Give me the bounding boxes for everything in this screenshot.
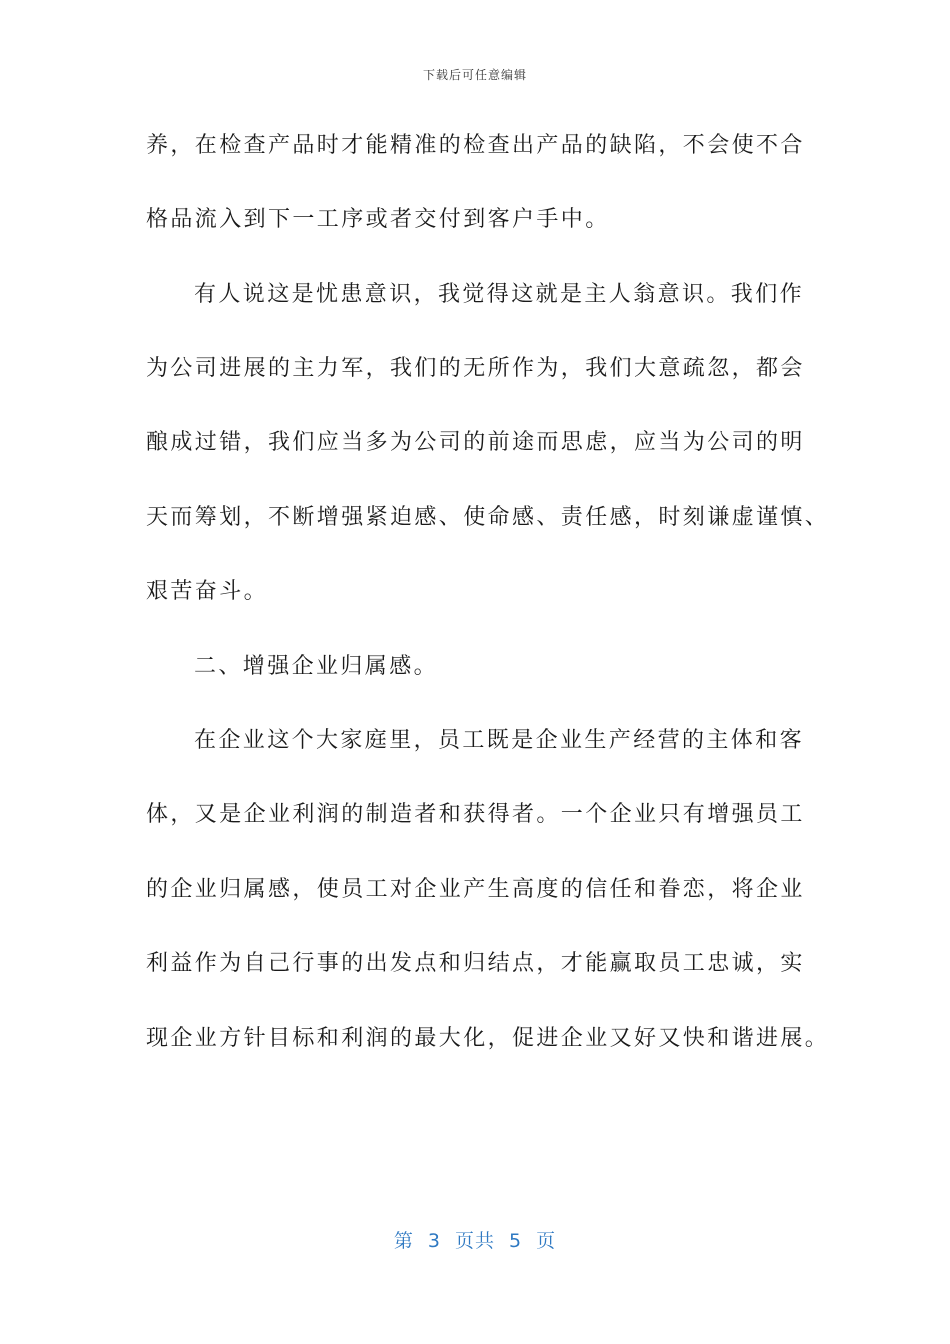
text-line: 天而筹划，不断增强紧迫感、使命感、责任感，时刻谦虚谨慎、 [146,505,830,530]
footer-middle: 页共 [454,1230,495,1252]
footer-suffix: 页 [536,1230,557,1252]
header-note: 下载后可任意编辑 [422,68,527,82]
section-heading: 二、增强企业归属感。 [194,654,439,679]
text-line: 在企业这个大家庭里，员工既是企业生产经营的主体和客 [194,728,805,753]
page-footer [0,1226,950,1253]
text-line: 利益作为自己行事的出发点和归结点，才能赢取员工忠诚，实 [146,951,805,976]
text-line: 有人说这是忧患意识，我觉得这就是主人翁意识。我们作 [194,282,805,307]
footer-prefix: 第 [393,1230,414,1252]
text-line: 格品流入到下一工序或者交付到客户手中。 [146,207,610,232]
current-page-number: 3 [427,1230,441,1252]
text-line: 现企业方针目标和利润的最大化，促进企业又好又快和谐进展。 [146,1026,830,1051]
text-line: 艰苦奋斗。 [146,579,269,604]
text-line: 酿成过错，我们应当多为公司的前途而思虑，应当为公司的明 [146,430,805,455]
total-pages-number: 5 [509,1230,523,1252]
text-line: 的企业归属感，使员工对企业产生高度的信任和眷恋，将企业 [146,877,805,902]
text-line: 体，又是企业利润的制造者和获得者。一个企业只有增强员工 [146,802,805,827]
text-line: 养，在检查产品时才能精准的检查出产品的缺陷，不会使不合 [146,133,805,158]
text-line: 为公司进展的主力军，我们的无所作为，我们大意疏忽，都会 [146,356,805,381]
